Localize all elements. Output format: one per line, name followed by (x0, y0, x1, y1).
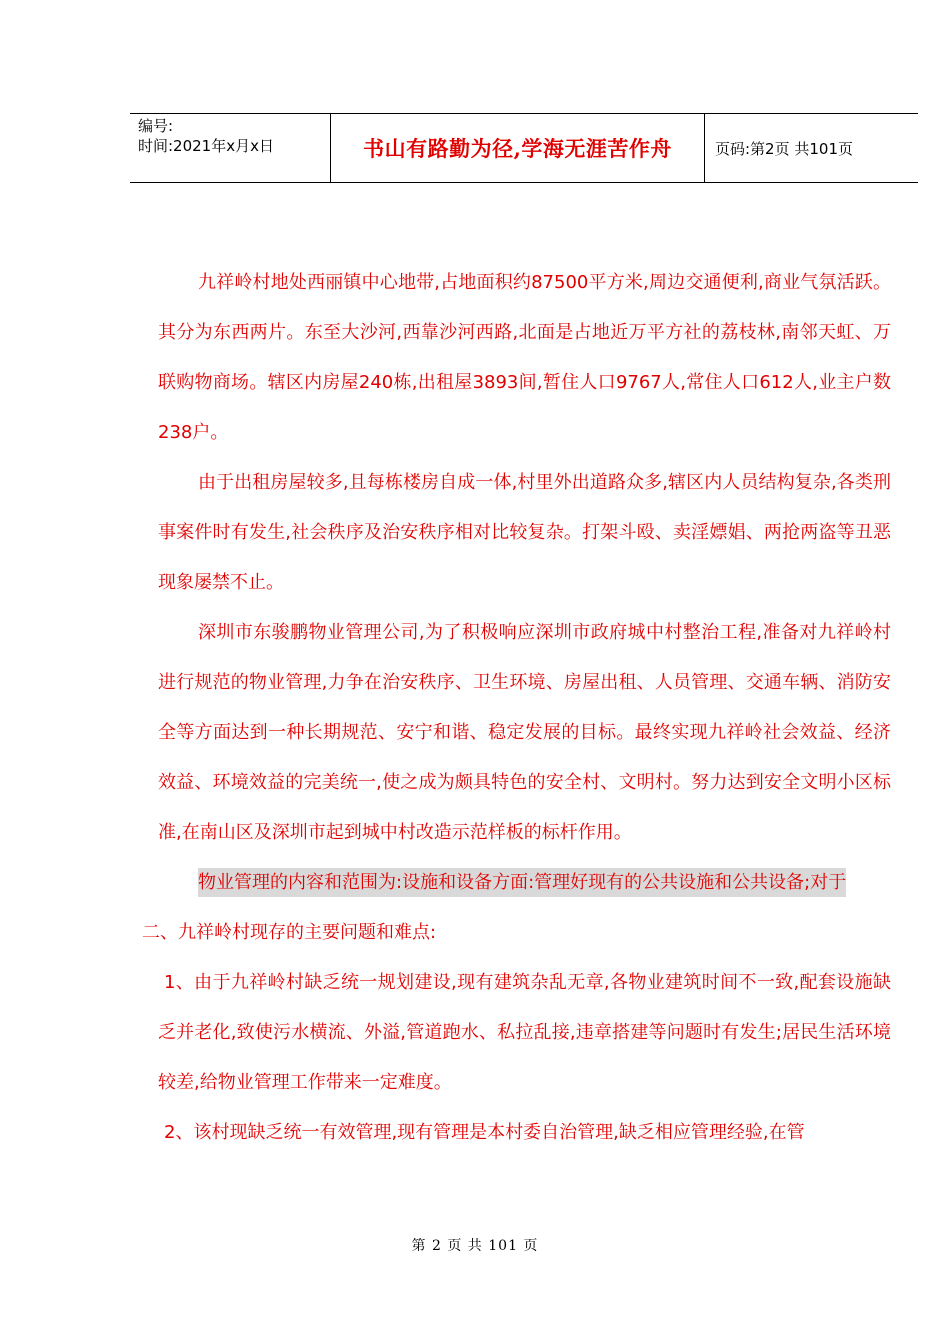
document-body (142, 258, 891, 1158)
paragraph-village-overview: 九祥岭村地处西丽镇中心地带,占地面积约87500平方米,周边交通便利,商业气氛活跃。其分为东西两片。东至大沙河,西靠沙河西路,北面是占地近万平方社的荔枝林,南邻天虹、万联购物商场。辖区内房屋240栋,出租屋3893间,暂住人口9767人,常住人口612人,业主户数238户。 (158, 272, 891, 443)
page-footer: 第 2 页 共 101 页 (411, 1238, 539, 1254)
document-number-label: 编号: (138, 117, 174, 135)
document-time-label: 时间:2021年x月x日 (138, 137, 274, 155)
paragraph-company-plan: 深圳市东骏鹏物业管理公司,为了积极响应深圳市政府城中村整治工程,准备对九祥岭村进行规范的物业管理,力争在治安秩序、卫生环境、房屋出租、人员管理、交通车辆、消防安全等方面达到一种长期规范、安宁和谐、稳定发展的目标。最终实现九祥岭社会效益、经济效益、环境效益的完美统一,使之成为颇具特色的安全村、文明村。努力达到安全文明小区标准,在南山区及深圳市起到城中村改造示范样板的标杆作用。 (158, 622, 891, 843)
list-item-problem-2: 2、该村现缺乏统一有效管理,现有管理是本村委自治管理,缺乏相应管理经验,在管 (164, 1122, 805, 1143)
header-motto: 书山有路勤为径,学海无涯苦作舟 (331, 114, 705, 182)
header-page-number: 页码:第2页 共101页 (715, 139, 853, 158)
paragraph-management-scope (158, 858, 891, 908)
page-header (130, 113, 918, 183)
header-meta (130, 114, 331, 182)
highlighted-text: 物业管理的内容和范围为:设施和设备方面:管理好现有的公共设施和公共设备;对于 (198, 868, 846, 897)
paragraph-rental-situation: 由于出租房屋较多,且每栋楼房自成一体,村里外出道路众多,辖区内人员结构复杂,各类刑事案件时有发生,社会秩序及治安秩序相对比较复杂。打架斗殴、卖淫嫖娼、两抢两盗等丑恶现象屡禁不止。 (158, 472, 891, 593)
section-heading-problems: 二、九祥岭村现存的主要问题和难点: (142, 922, 437, 943)
list-item-problem-1: 1、由于九祥岭村缺乏统一规划建设,现有建筑杂乱无章,各物业建筑时间不一致,配套设施缺乏并老化,致使污水横流、外溢,管道跑水、私拉乱接,违章搭建等问题时有发生;居民生活环境较差,给物业管理工作带来一定难度。 (158, 972, 891, 1093)
